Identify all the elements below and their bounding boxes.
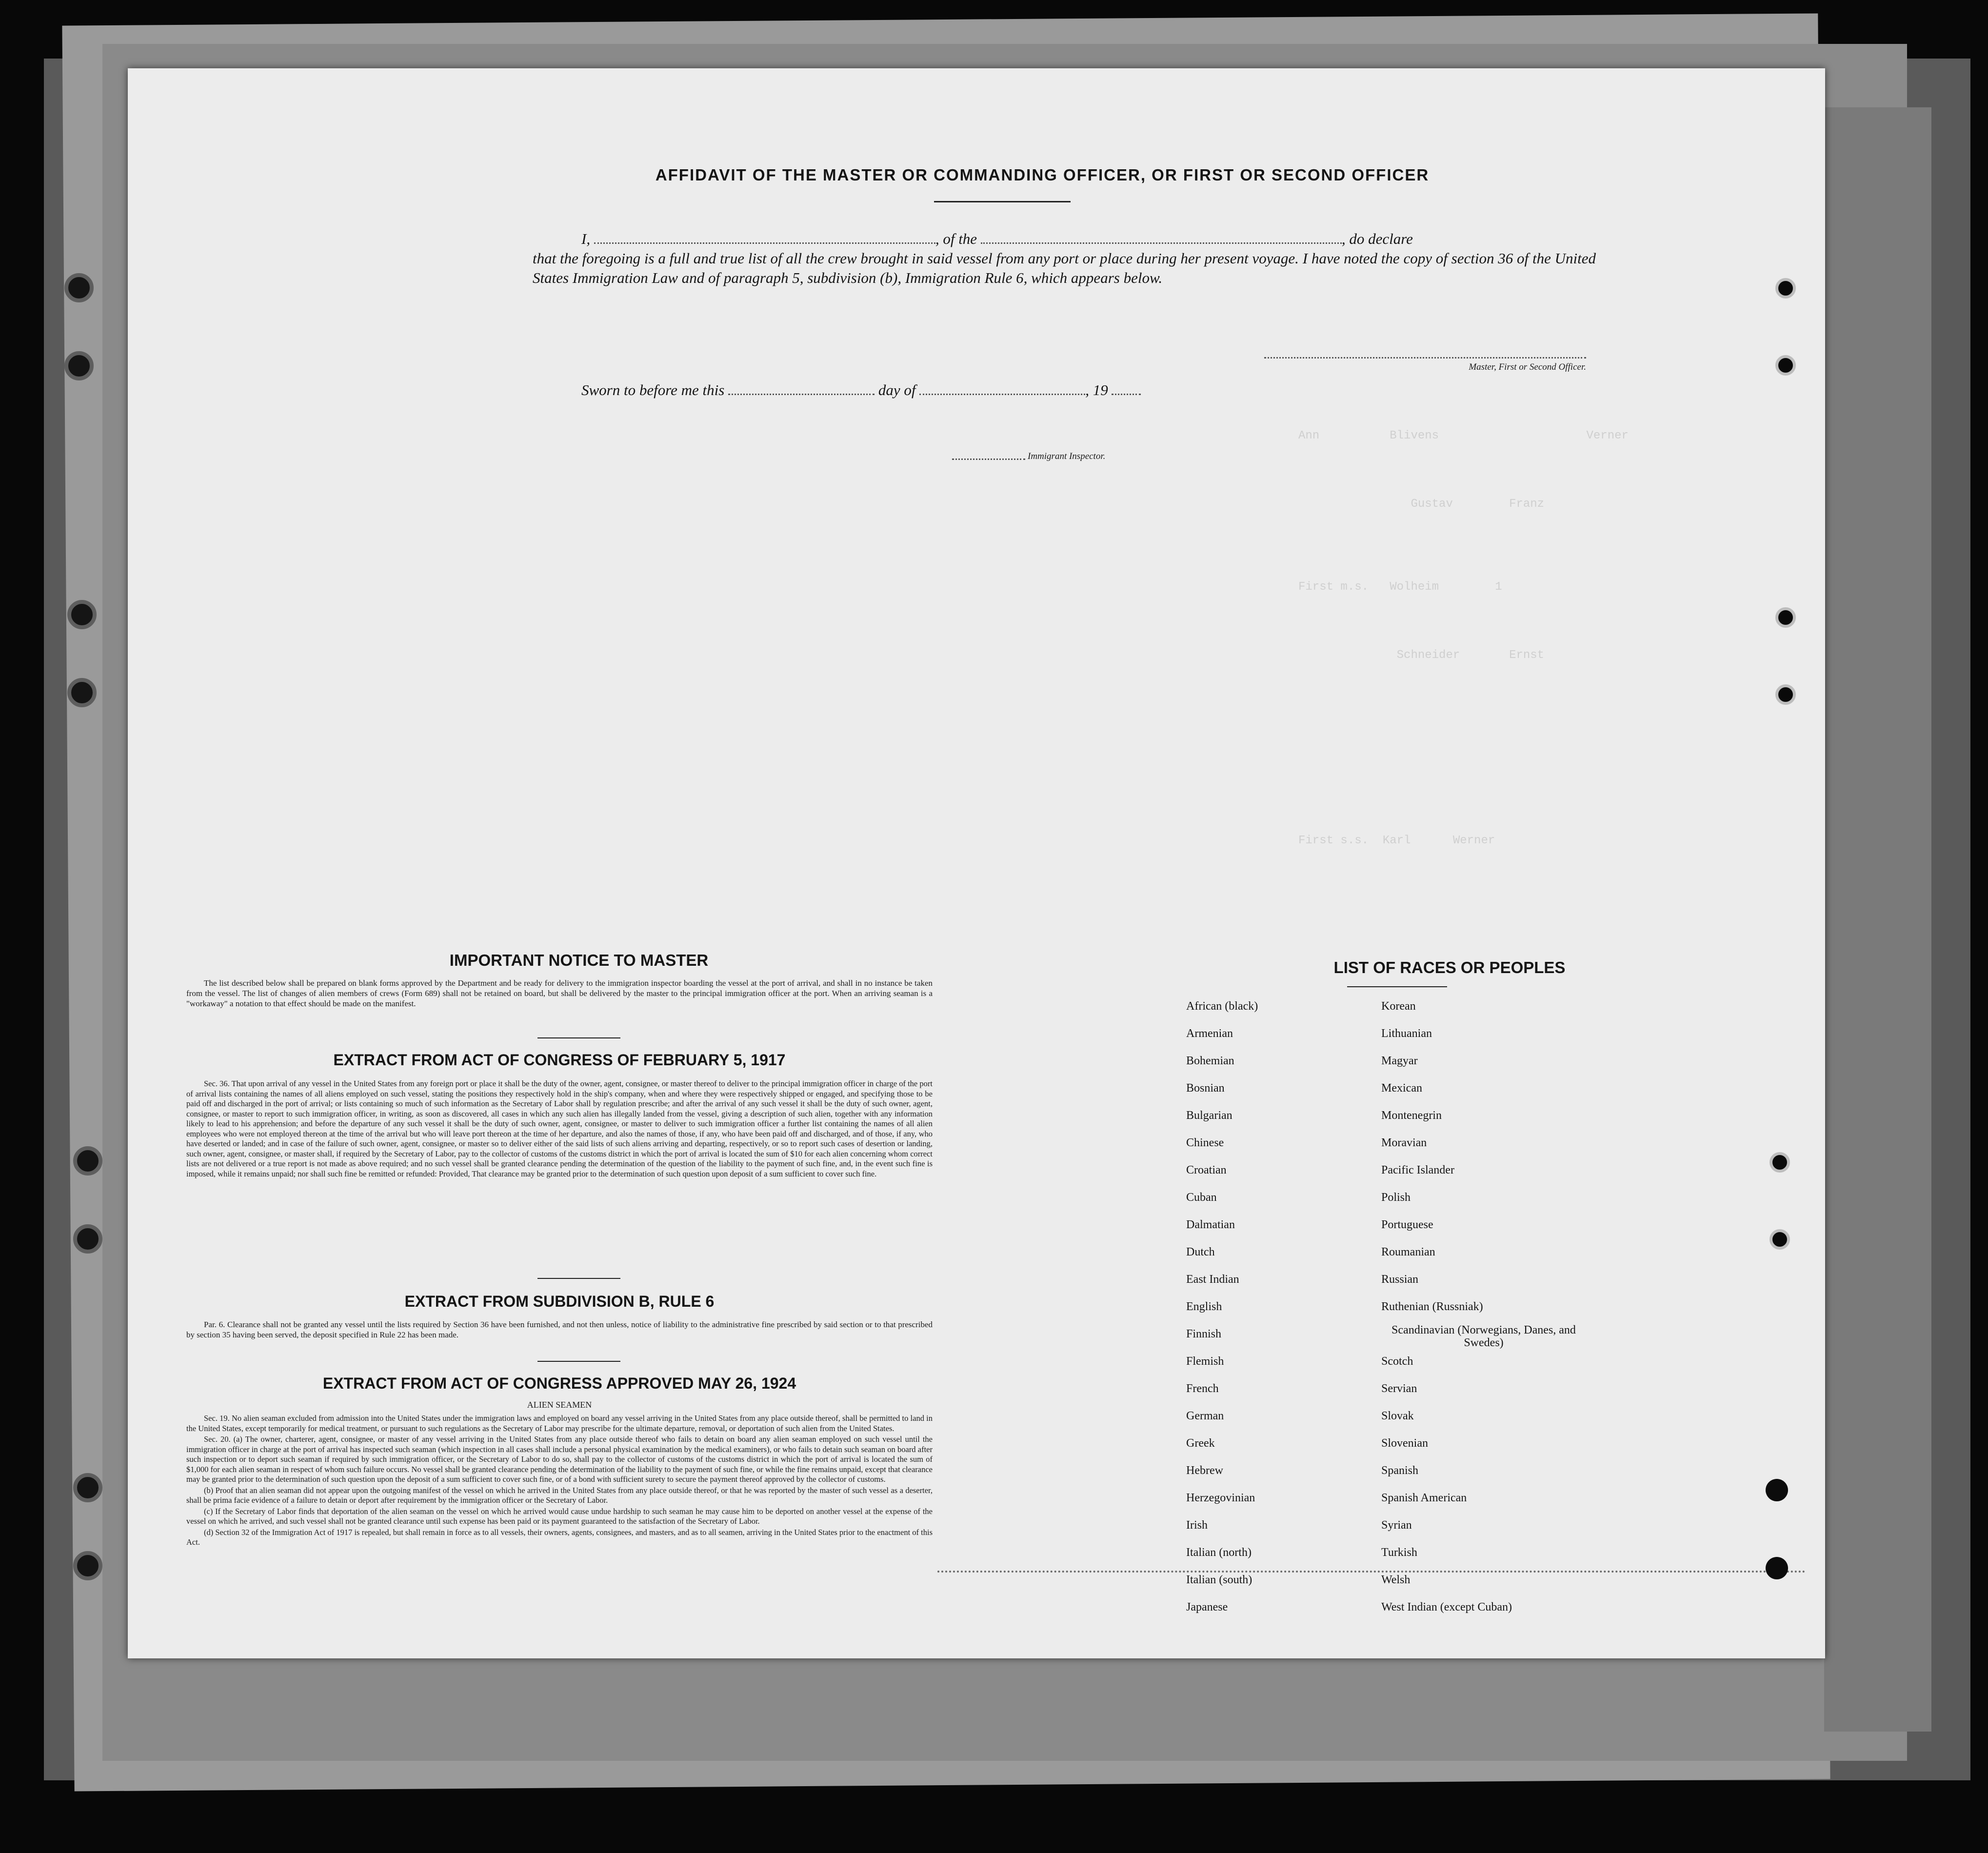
extract-rule6-paragraph: Par. 6. Clearance shall not be granted any vessel until the lists required by Section 36 have been furnished, and not then unless, notice of liability to the administrative fine prescribed by said section or to that prescribed by section 35 having been served, the deposit specified in Rule 22 has been made.: [186, 1320, 933, 1339]
race-item: Syrian: [1381, 1519, 1412, 1532]
race-item: Spanish American: [1381, 1492, 1467, 1504]
punch-hole: [1775, 278, 1796, 299]
bleed-through-text: Gustav Franz: [1298, 498, 1545, 511]
signature-caption: Master, First or Second Officer.: [1469, 362, 1586, 372]
affidavit-i-label: I,: [581, 230, 591, 247]
race-item: Italian (north): [1186, 1546, 1252, 1559]
race-item: Flemish: [1186, 1355, 1224, 1368]
extract-1917-body: [186, 1079, 933, 1180]
extract-rule6-body: [186, 1319, 933, 1341]
race-item: Russian: [1381, 1273, 1419, 1286]
bleed-through-text: Ann Blivens Verner: [1298, 429, 1629, 442]
extract-1924-paragraph: (d) Section 32 of the Immigration Act of 1917 is repealed, but shall remain in force as to all vessels, their owners, agents, consignees, and masters, and as to all seamen, arriving in the United States prior to the enactment of this Act.: [186, 1527, 933, 1547]
extract-1917-title: EXTRACT FROM ACT OF CONGRESS OF FEBRUARY 5, 1917: [333, 1051, 786, 1069]
title-divider: [934, 201, 1071, 202]
races-left-column: [1186, 1000, 1391, 1619]
race-item: Slovenian: [1381, 1437, 1428, 1450]
bleed-through-text: Schneider Ernst: [1298, 649, 1545, 662]
race-item: Hebrew: [1186, 1464, 1223, 1477]
extract-1924-body: [186, 1414, 933, 1549]
notice-title: IMPORTANT NOTICE TO MASTER: [449, 951, 709, 969]
extract-1917-paragraph: Sec. 36. That upon arrival of any vessel in the United States from any foreign port or place it shall be the duty of the owner, agent, consignee, or master thereof to deliver to the principal immigration officer in charge of the port of arrival lists containing the names of all aliens employed on such vessel, stating the positions they respectively hold in the ship's company, when and where they were respectively shipped or engaged, and specifying those to be paid off and discharged in the port of arrival; or lists containing so much of such information as the Secretary of Labor shall by regulation prescribe; and after the arrival of any such vessel it shall be the duty of such owner, agent, consignee, or master to report to such immigration officer, in writing, as soon as discovered, all cases in which any such alien has illegally landed from the vessel, giving a description of such alien, together with any information likely to lead to his apprehension; and before the departure of any such vessel it shall be the duty of such owner, agent, consignee, or master to deliver to such immigration officer a further list containing the names of all alien employees who were not employed thereon at the time of the arrival but who will leave port thereon at the time of her departure, and also the names of those, if any, who have been paid off and discharged, and of those, if any, who have deserted or landed; and in case of the failure of such owner, agent, consignee, or master so to deliver either of the said lists of such aliens arriving and departing, respectively, or so to report such cases of desertion or landing, such owner, agent, consignee, or master shall, if required by the Secretary of Labor, pay to the collector of customs of the customs district in which the port of arrival is located the sum of $10 for each alien concerning whom correct lists are not delivered or a true report is not made as above required; and no such vessel shall be granted clearance pending the determination of the question of the liability to the payment of such fine, and, in the event such fine is imposed, while it remains unpaid; nor shall such fine be remitted or refunded: Provided, That clearance may be granted prior to the determination of such question upon deposit of a sum sufficient to cover such fine.: [186, 1079, 933, 1178]
race-item: Bulgarian: [1186, 1109, 1233, 1122]
punch-hole: [1775, 355, 1796, 376]
race-item: West Indian (except Cuban): [1381, 1601, 1512, 1614]
race-item: Turkish: [1381, 1546, 1417, 1559]
race-item: Cuban: [1186, 1191, 1217, 1204]
notice-paragraph: The list described below shall be prepared on blank forms approved by the Department and be ready for delivery to the immigration inspector boarding the vessel at the port of arrival, and shall in no instance be taken from the vessel. The list of changes of alien members of crews (Form 689) shall not be retained on board, but shall be delivered by the master to the principal immigration officer at the port. When an arriving seaman is a "workaway" a notation to that effect should be made on the manifest.: [186, 978, 933, 1008]
race-item: English: [1186, 1300, 1222, 1313]
sworn-day-field[interactable]: [728, 381, 875, 395]
race-item: Polish: [1381, 1191, 1411, 1204]
race-item: Scandinavian (Norwegians, Danes, and Swedes): [1392, 1324, 1576, 1349]
race-item: East Indian: [1186, 1273, 1239, 1286]
race-item: Portuguese: [1381, 1218, 1433, 1231]
race-item: Herzegovinian: [1186, 1492, 1255, 1504]
race-item: Slovak: [1381, 1410, 1414, 1422]
punch-hole: [1775, 607, 1796, 628]
race-item: Ruthenian (Russniak): [1381, 1300, 1483, 1313]
extract-1924-paragraph: Sec. 20. (a) The owner, charterer, agent, consignee, or master of any vessel arriving in the United States from any place outside thereof who fails to detain on board any alien seaman employed on such vessel until the immigration officer in charge at the port of arrival has inspected such seaman (which inspection in all cases shall include a personal physical examination by the medical examiners), or who fails to detain such seaman on board after such inspection or to deport such seaman if required by such immigration officer, or the Secretary of Labor to do so, shall pay to the collector of customs of the customs district in which the port of arrival is located the sum of $1,000 for each alien seaman in respect of whom such failure occurs. No vessel shall be granted clearance pending the determination of the liability to the payment of such fine, or while the fine remains unpaid, except that clearance may be granted prior to the determination of such question upon the deposit of a sum sufficient to cover such fine, or of a bond with sufficient surety to secure the payment thereof approved by the collector of customs.: [186, 1435, 933, 1484]
race-item: Montenegrin: [1381, 1109, 1442, 1122]
race-item: German: [1186, 1410, 1224, 1422]
signature-line[interactable]: [1264, 357, 1586, 359]
binder-hole: [73, 1551, 102, 1580]
binder-hole: [73, 1473, 102, 1502]
extract-rule6-title: EXTRACT FROM SUBDIVISION B, RULE 6: [404, 1293, 715, 1310]
race-item: Pacific Islander: [1381, 1164, 1454, 1176]
underlying-sheet: [1824, 107, 1931, 1732]
race-item: Servian: [1381, 1382, 1417, 1395]
punch-hole: [1769, 1229, 1790, 1250]
perforation-line: [937, 1571, 1806, 1573]
extract-1924-paragraph: (c) If the Secretary of Labor finds that deportation of the alien seaman on the vessel on which he arrived would cause undue hardship to such seaman he may cause him to be deported on another vessel at the expense of the vessel on which he arrived, and such vessel shall not be granted clearance until such expense has been paid or its payment guaranteed to the satisfaction of the Secretary of Labor.: [186, 1506, 933, 1526]
race-item: Bohemian: [1186, 1055, 1234, 1067]
race-item: Welsh: [1381, 1574, 1411, 1586]
punch-hole: [1769, 1152, 1790, 1173]
inspector-caption: Immigrant Inspector.: [1028, 451, 1106, 461]
race-item: Armenian: [1186, 1027, 1233, 1040]
race-item: Finnish: [1186, 1328, 1222, 1340]
bleed-through-text: First m.s. Wolheim 1: [1298, 580, 1502, 594]
race-item: Korean: [1381, 1000, 1416, 1013]
sworn-month-field[interactable]: [919, 381, 1085, 395]
notice-body: [186, 978, 933, 1010]
race-item: Bosnian: [1186, 1082, 1225, 1095]
vessel-field[interactable]: [981, 230, 1342, 244]
race-item: African (black): [1186, 1000, 1258, 1013]
sworn-year-field[interactable]: [1112, 381, 1141, 395]
races-title-divider: [1347, 986, 1447, 987]
inspector-signature-line[interactable]: [952, 458, 1025, 460]
affidavit-declaration-line: [581, 229, 1596, 249]
race-item: Spanish: [1381, 1464, 1419, 1477]
extract-1924-subtitle: ALIEN SEAMEN: [527, 1400, 592, 1410]
race-item: Lithuanian: [1381, 1027, 1432, 1040]
race-item: Greek: [1186, 1437, 1215, 1450]
race-item: Mexican: [1381, 1082, 1422, 1095]
race-item: Moravian: [1381, 1136, 1427, 1149]
extract-1924-paragraph: (b) Proof that an alien seaman did not appear upon the outgoing manifest of the vessel on which he arrived in the United States from any place outside thereof, or that he was reported by the master of such vessel as a deserter, shall be prima facie evidence of a failure to detain or deport after requirement by the immigration officer or the Secretary of Labor.: [186, 1485, 933, 1505]
extract-1924-title: EXTRACT FROM ACT OF CONGRESS APPROVED MAY 26, 1924: [322, 1375, 796, 1392]
binder-hole: [64, 273, 94, 302]
race-item: French: [1186, 1382, 1219, 1395]
section-divider: [537, 1361, 620, 1362]
bleed-through-text: First s.s. Karl Werner: [1298, 834, 1495, 847]
races-title: LIST OF RACES OR PEOPLES: [1333, 958, 1566, 976]
section-divider: [537, 1037, 620, 1038]
do-declare-label: , do declare: [1341, 230, 1413, 247]
race-item: Japanese: [1186, 1601, 1228, 1614]
binder-hole: [67, 600, 97, 629]
year-label: , 19: [1085, 381, 1108, 398]
name-field[interactable]: [594, 230, 935, 244]
section-divider: [537, 1278, 620, 1279]
affidavit-form-sheet: [128, 68, 1825, 1658]
affidavit-title: AFFIDAVIT OF THE MASTER OR COMMANDING OFFICER, OR FIRST OR SECOND OFFICER: [655, 166, 1430, 184]
binder-hole: [67, 678, 97, 707]
race-item: Dutch: [1186, 1246, 1215, 1258]
punch-hole: [1766, 1557, 1788, 1579]
sworn-label: Sworn to before me this: [581, 381, 725, 398]
race-item: Chinese: [1186, 1136, 1224, 1149]
race-item: Roumanian: [1381, 1246, 1435, 1258]
day-of-label: day of: [878, 381, 916, 398]
race-item: Irish: [1186, 1519, 1208, 1532]
binder-hole: [64, 351, 94, 380]
extract-1924-paragraph: Sec. 19. No alien seaman excluded from admission into the United States under the immigration laws and employed on board any vessel arriving in the United States from any place outside thereof, shall be permitted to land in the United States, except temporarily for medical treatment, or pursuant to such regulations as the Secretary of Labor may prescribe for the ultimate departure, removal, or deportation of such alien from the United States.: [186, 1414, 933, 1433]
binder-hole: [73, 1146, 102, 1176]
sworn-line: [581, 380, 1362, 400]
race-item: Scotch: [1381, 1355, 1413, 1368]
race-item: Croatian: [1186, 1164, 1227, 1176]
races-right-column: [1381, 1000, 1654, 1619]
race-item: Italian (south): [1186, 1574, 1252, 1586]
of-the-label: , of the: [935, 230, 977, 247]
race-item: Magyar: [1381, 1055, 1418, 1067]
punch-hole: [1775, 684, 1796, 705]
race-item: Dalmatian: [1186, 1218, 1235, 1231]
punch-hole: [1766, 1479, 1788, 1501]
affidavit-body: that the foregoing is a full and true list of all the crew brought in said vessel from any port or place during her present voyage. I have noted the copy of section 36 of the United States Immigration Law and of paragraph 5, subdivision (b), Immigration Rule 6, which appears below.: [533, 250, 1596, 286]
binder-hole: [73, 1224, 102, 1254]
